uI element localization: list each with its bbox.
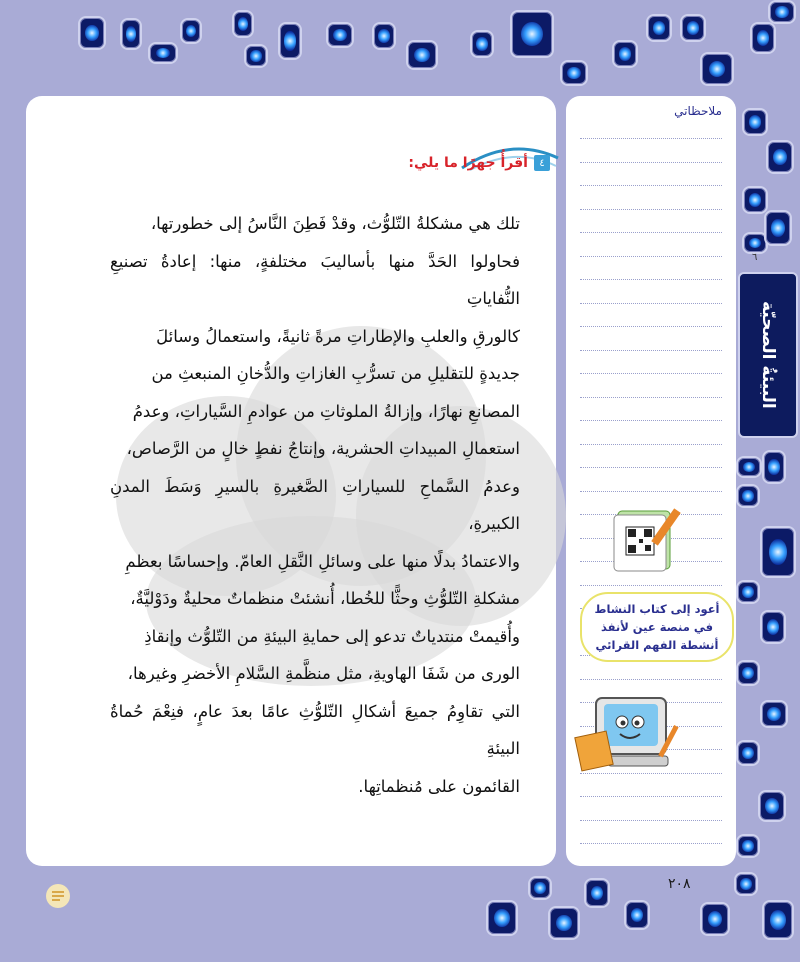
note-line [580,491,722,492]
passage-line: جديدةٍ للتقليلِ من تسرُّبِ الغازاتِ والدُّخانِ المنبعثِ من [151,364,520,383]
passage-line: استعمالِ المبيداتِ الحشرية، وإنتاجُ نفطٍ خالٍ من الرَّصاص، [126,439,520,458]
note-line [580,585,722,586]
decor-tile [700,902,730,936]
decor-tile [734,872,758,896]
reading-passage [110,205,520,805]
decor-tile [736,456,762,478]
decor-tile [326,22,354,48]
decor-tile [148,42,178,64]
chapter-number: ٦ [752,252,758,263]
decor-tile [624,900,650,930]
note-line [580,138,722,139]
decor-tile [612,40,638,68]
decor-tile [762,900,794,940]
unit-title: البيئةُ الصحيّة [758,301,778,409]
bubble-text: أعود إلى كتاب النشاط في منصة عين لأنفذ أنشطة الفهم القرائي [594,602,720,652]
note-line [580,326,722,327]
decor-tile [736,740,760,766]
note-line [580,279,722,280]
decor-tile [584,878,610,908]
note-line [580,373,722,374]
page-number: ٢٠٨ [668,876,691,892]
activity-speech-bubble [580,592,734,662]
decor-tile [764,210,792,246]
decor-tile [548,906,580,940]
decor-tile [180,18,202,44]
note-line [580,256,722,257]
decor-tile [742,186,768,214]
decor-tile [78,16,106,50]
passage-line: التي تقاوِمُ جميعَ أشكالِ التّلوُّثِ عامًا بعدَ عامٍ، فنِعْمَ حُماةُ البيئةِ [110,701,520,758]
decor-tile [762,450,786,484]
passage-line: الورى من شَفَا الهاويةِ، مثل منظَّمةِ السَّلامِ الأخضرِ وغيرها، [127,664,520,683]
passage-line: المصانعِ نهارًا، وإزالةُ الملوثاتِ من عوادمِ السَّياراتِ، وعدمُ [132,401,520,421]
decor-tile [406,40,438,70]
activity-number: ٤ [534,155,550,171]
publisher-logo-icon [44,882,72,910]
decor-tile [680,14,706,42]
passage-line: مشكلةِ التّلوُّثِ وحثًّا للخُطا، أُنشئتْ منظماتٌ محليةٌ ودَوْليَّةٌ، [130,589,520,608]
passage-line: فحاولوا الحَدَّ منها بأساليبَ مختلفةٍ، منها: إعادةُ تصنيعِ النُّفاياتِ [110,251,520,308]
decor-tile [372,22,396,50]
activity-title: أقرأُ جهرًا ما يلي: [408,155,528,171]
note-line [580,303,722,304]
note-line [580,467,722,468]
note-line [580,679,722,680]
decor-tile [560,60,588,86]
note-line [580,420,722,421]
note-line [580,232,722,233]
passage-line: تلك هي مشكلةُ التّلوُّث، وقدْ فَطِنَ النَّاسُ إلى خطورتها، [150,214,520,233]
decor-tile [486,900,518,936]
decor-tile [510,10,554,58]
decor-tile [768,0,796,24]
note-line [580,397,722,398]
activity-heading [330,150,550,176]
note-line [580,796,722,797]
note-line [580,209,722,210]
decor-tile [528,876,552,900]
unit-tab [738,272,798,438]
note-line [580,843,722,844]
decor-tile [758,790,786,822]
computer-mascot-icon [574,694,684,776]
notes-title: ملاحظاتي [674,104,722,118]
note-line [580,350,722,351]
decor-tile [760,526,796,578]
passage-line: والاعتمادُ بدلًا منها على وسائلِ النَّقلِ العامّ. وإحساسًا بعظمِ [125,551,520,571]
note-line [580,162,722,163]
decor-tile [736,834,760,858]
decor-tile [750,22,776,54]
decor-tile [760,610,786,644]
decor-tile [742,108,768,136]
decor-tile [736,580,760,604]
decor-tile [700,52,734,86]
decor-tile [278,22,302,60]
decor-tile [646,14,672,42]
qr-code-icon[interactable] [610,505,690,575]
passage-line: كالورقِ والعلبِ والإطاراتِ مرةً ثانيةً، واستعمالُ وسائلَ [156,326,520,346]
decor-tile [736,484,760,508]
passage-line: وأُقيمتْ منتدياتٌ تدعو إلى حمايةِ البيئةِ من التّلوُّث وإنقاذِ [144,626,520,646]
decor-tile [736,660,760,686]
note-line [580,444,722,445]
decor-tile [120,18,142,50]
note-line [580,820,722,821]
decor-tile [232,10,254,38]
passage-line: القائمون على مُنظماتِها. [358,776,520,796]
decor-tile [766,140,794,174]
decor-tile [244,44,268,68]
decor-tile [760,700,788,728]
note-line [580,185,722,186]
decor-tile [470,30,494,58]
passage-line: وعدمُ السَّماحِ للسياراتِ الصَّغيرةِ بالسيرِ وَسَطَ المدنِ الكبيرةِ، [110,476,520,533]
